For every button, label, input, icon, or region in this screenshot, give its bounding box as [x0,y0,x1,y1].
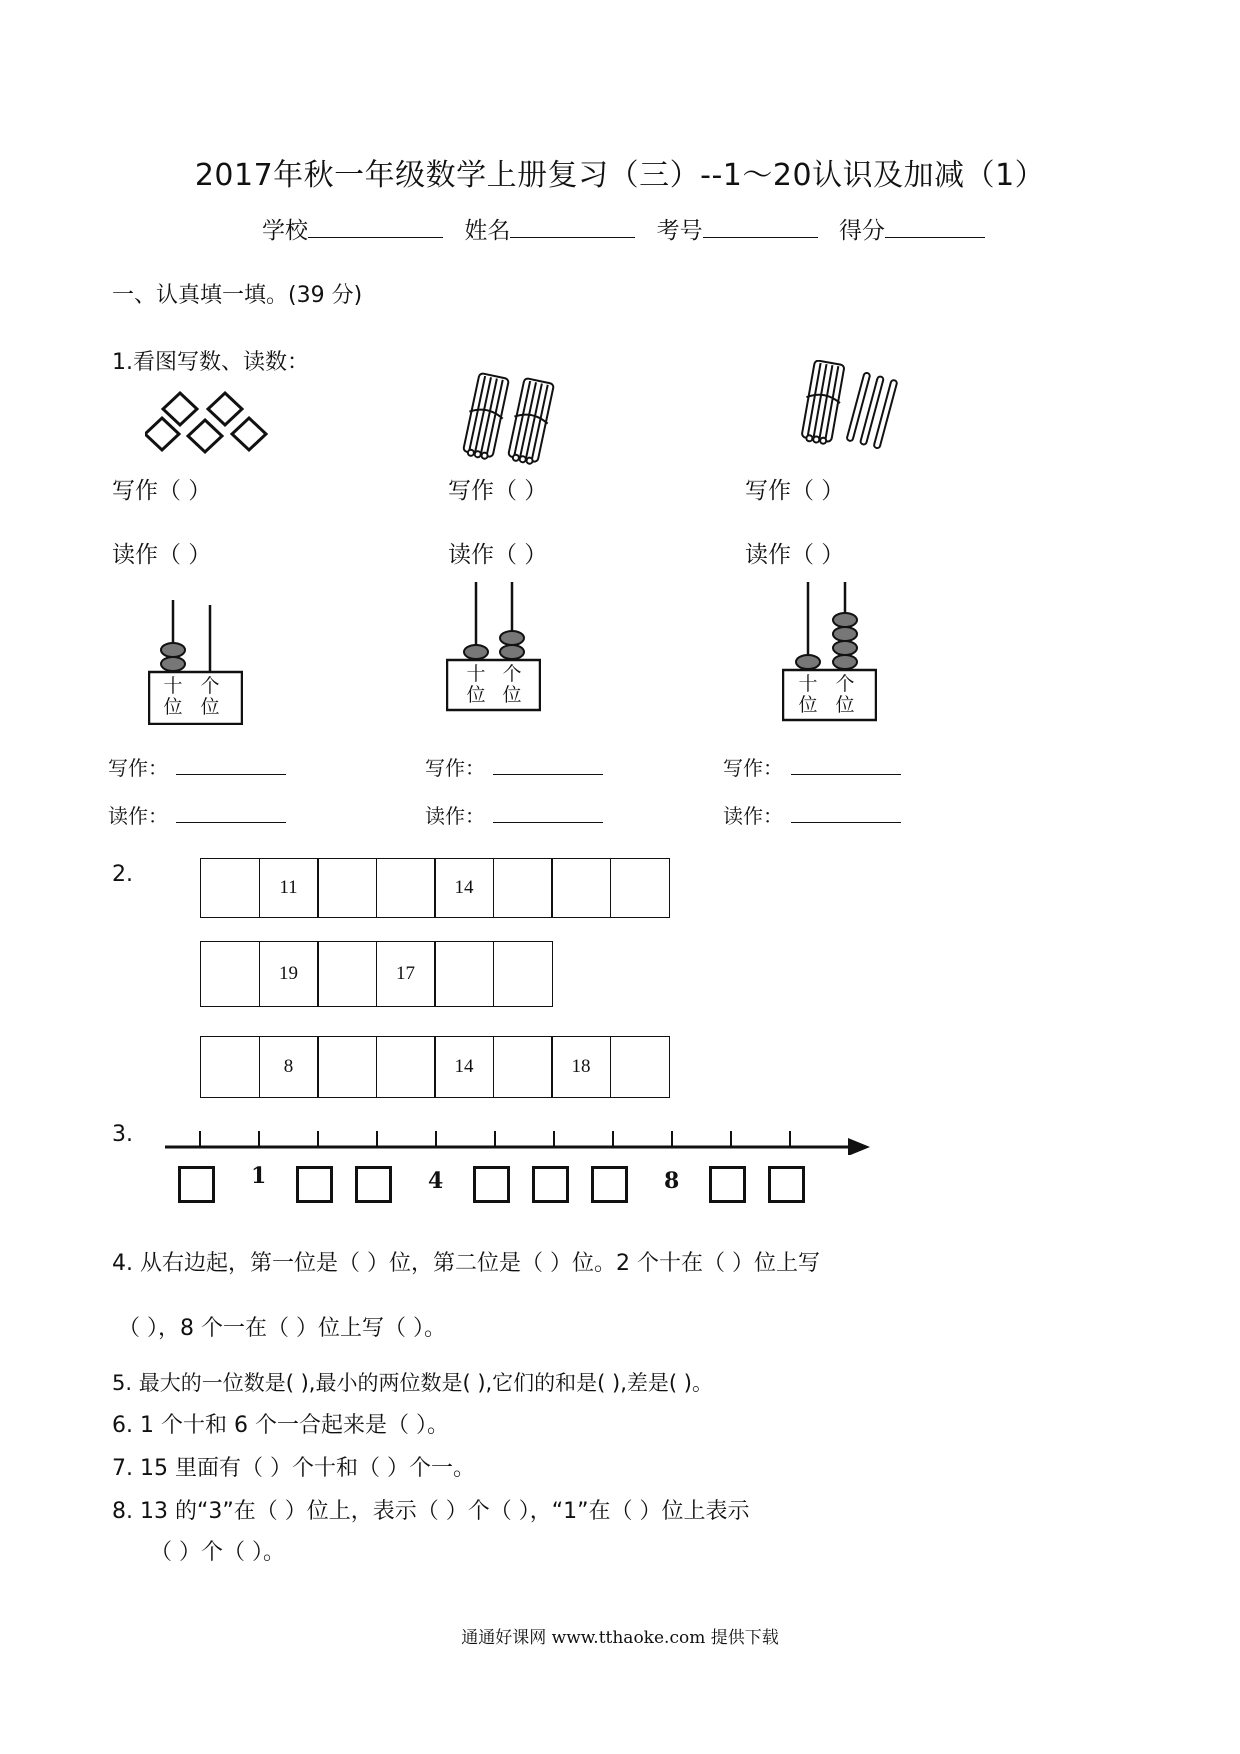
number-line [160,1125,880,1155]
q8-line2: （ ）个（ ）。 [150,1540,285,1565]
read-blank-3[interactable] [791,804,901,823]
number-line-box[interactable] [768,1166,805,1203]
read-line-2 [425,800,603,829]
grid-cell[interactable] [434,941,494,1007]
number-grid-1 [200,858,670,918]
abacus-3-rods [782,582,877,722]
write-paren-2: 写作（ ） [448,478,548,504]
grid-cell[interactable] [493,1036,553,1098]
write-blank-1[interactable] [176,756,286,775]
number-line-label: 8 [664,1168,680,1194]
read-line-3 [723,800,901,829]
grid-cell[interactable] [493,941,553,1007]
abacus-1 [148,600,243,725]
write-line-2 [425,752,603,781]
number-line-box[interactable] [591,1166,628,1203]
number-line-box[interactable] [709,1166,746,1203]
read-line-1 [108,800,286,829]
grid-cell[interactable] [200,1036,260,1098]
q1-label: 1.看图写数、读数： [112,350,309,375]
write-colon-label-2: 写作： [425,756,485,780]
grid-cell[interactable] [610,858,670,918]
q6-line: 6. 1 个十和 6 个一合起来是（ ）。 [112,1413,449,1438]
number-line-label: 1 [251,1163,267,1189]
school-field[interactable] [308,215,443,238]
exam-no-label: 考号 [656,218,703,244]
abacus-1-tens-label: 十位 [163,675,183,718]
read-paren-1: 读作（ ） [112,542,212,568]
grid-cell[interactable] [200,941,260,1007]
q4-line2: （ ），8 个一在（ ）位上写（ ）。 [118,1316,446,1341]
score-field[interactable] [885,215,985,238]
read-paren-2: 读作（ ） [448,542,548,568]
grid-cell[interactable] [317,941,377,1007]
write-paren-1: 写作（ ） [112,478,212,504]
grid-cell[interactable]: 14 [434,858,494,918]
q5-line: 5. 最大的一位数是( ),最小的两位数是( ),它们的和是( ),差是( )。 [112,1371,713,1395]
footer-text: 通通好课网 www.tthaoke.com 提供下载 [461,1628,779,1648]
stick-bundles-image [455,370,565,470]
grid-cell[interactable] [200,858,260,918]
diamonds-image [145,390,270,460]
write-blank-2[interactable] [493,756,603,775]
write-blank-3[interactable] [791,756,901,775]
exam-no-field[interactable] [703,215,818,238]
abacus-2-ones-label: 个位 [502,663,522,706]
grid-cell[interactable] [376,858,436,918]
write-paren-3: 写作（ ） [745,478,845,504]
abacus-2-tens-label: 十位 [466,663,486,706]
grid-cell[interactable] [317,1036,377,1098]
q4-line1: 4. 从右边起，第一位是（ ）位，第二位是（ ）位。2 个十在（ ）位上写 [112,1251,820,1276]
abacus-3-ones-label: 个位 [835,673,855,716]
abacus-1-ones-label: 个位 [200,675,220,718]
read-paren-3: 读作（ ） [745,542,845,568]
abacus-3 [782,582,877,722]
grid-cell[interactable]: 11 [259,858,319,918]
abacus-2 [446,582,541,712]
name-label: 姓名 [464,218,511,244]
school-label: 学校 [262,218,308,244]
grid-cell[interactable]: 8 [259,1036,319,1098]
q2-label: 2. [112,862,133,887]
q3-label: 3. [112,1122,133,1147]
grid-cell[interactable] [317,858,377,918]
q7-line: 7. 15 里面有（ ）个十和（ ）个一。 [112,1456,475,1481]
abacus-2-rods [446,582,541,712]
read-colon-label-1: 读作： [108,804,168,828]
number-grid-2 [200,941,553,1007]
write-line-3 [723,752,901,781]
write-line-1 [108,752,286,781]
grid-cell[interactable]: 17 [376,941,436,1007]
read-blank-2[interactable] [493,804,603,823]
abacus-3-tens-label: 十位 [798,673,818,716]
grid-cell[interactable] [610,1036,670,1098]
q8-line1: 8. 13 的“3”在（ ）位上，表示（ ）个（ ），“1”在（ ）位上表示 [112,1499,750,1524]
number-line-box[interactable] [532,1166,569,1203]
grid-cell[interactable]: 14 [434,1036,494,1098]
name-field[interactable] [510,215,635,238]
grid-cell[interactable]: 19 [259,941,319,1007]
write-colon-label-1: 写作： [108,756,168,780]
number-line-box[interactable] [355,1166,392,1203]
number-line-box[interactable] [473,1166,510,1203]
number-line-box[interactable] [178,1166,215,1203]
bundle-and-sticks-image [795,360,905,460]
read-colon-label-2: 读作： [425,804,485,828]
page-title: 2017年秋一年级数学上册复习（三）--1～20认识及加减（1） [194,158,1046,193]
read-colon-label-3: 读作： [723,804,783,828]
number-line-label: 4 [428,1168,444,1194]
write-colon-label-3: 写作： [723,756,783,780]
grid-cell[interactable] [376,1036,436,1098]
number-line-box[interactable] [296,1166,333,1203]
score-label: 得分 [838,218,885,244]
header-fields [262,212,999,245]
grid-cell[interactable] [551,858,611,918]
grid-cell[interactable]: 18 [551,1036,611,1098]
read-blank-1[interactable] [176,804,286,823]
number-grid-3 [200,1036,670,1098]
section-heading: 一、认真填一填。(39 分) [112,283,363,308]
grid-cell[interactable] [493,858,553,918]
